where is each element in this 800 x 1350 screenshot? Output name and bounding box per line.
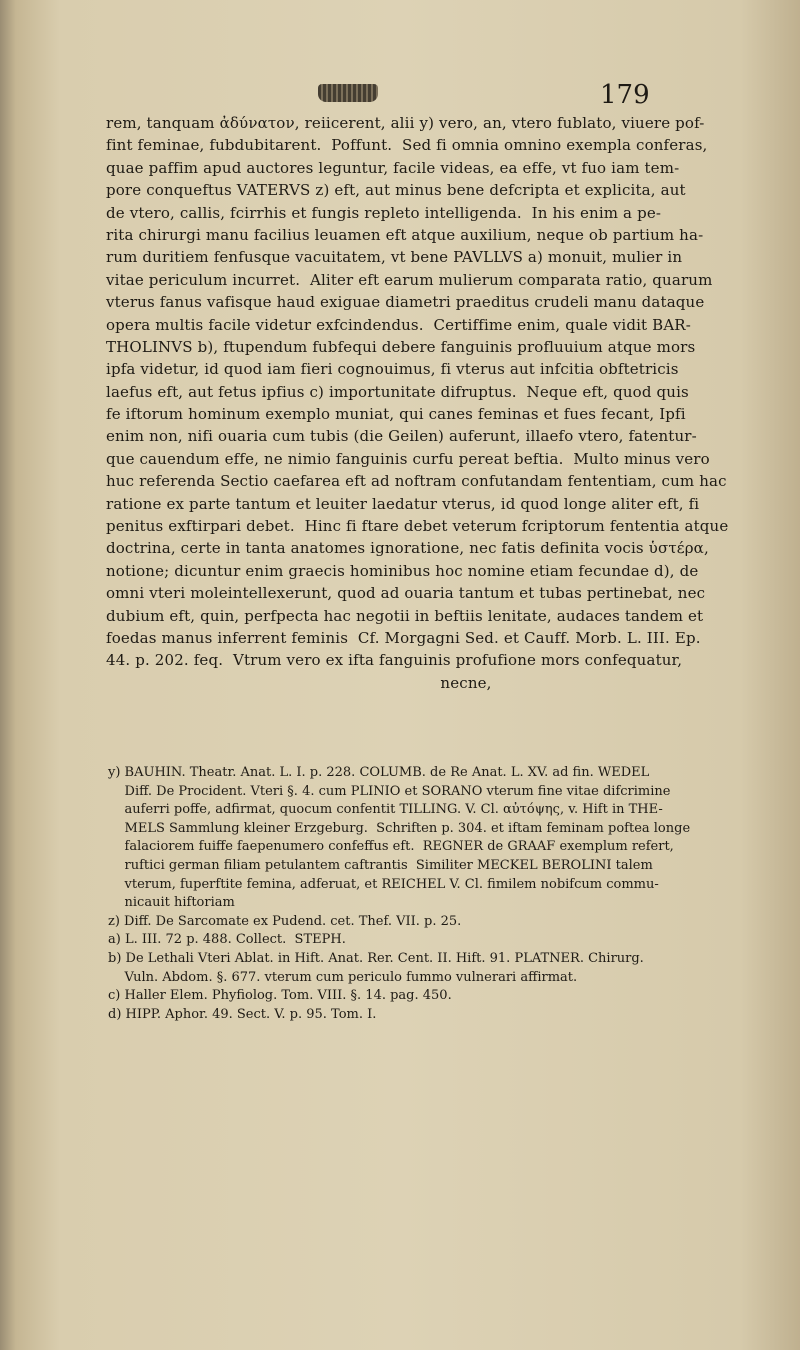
footnote-line: ruftici german filiam petulantem caftrantis Similiter MECKEL BEROLINI talem	[108, 857, 653, 873]
footnote-line: nicauit hiftoriam	[108, 895, 235, 911]
text-line: THOLINVS b), ftupendum fubfequi debere fanguinis profluuium atque mors	[106, 337, 696, 356]
text-line: rita chirurgi manu facilius leuamen eft atque auxilium, neque ob partium ha-	[106, 225, 704, 244]
footnote-line: d) HIPP. Aphor. 49. Sect. V. p. 95. Tom. I.	[108, 1006, 377, 1022]
text-line: vitae periculum incurret. Aliter eft earum mulierum comparata ratio, quarum	[106, 270, 713, 289]
footnote-line: a) L. III. 72 p. 488. Collect. STEPH.	[108, 932, 346, 948]
text-line: necne,	[106, 673, 492, 692]
footnotes	[108, 764, 708, 1024]
footnote-line: falaciorem fuiffe faepenumero confeffus eft. REGNER de GRAAF exemplum refert,	[108, 839, 674, 855]
text-line: quae paffim apud auctores leguntur, facile videas, ea effe, vt fuo iam tem-	[106, 158, 680, 177]
footnote-line: b) De Lethali Vteri Ablat. in Hift. Anat. Rer. Cent. II. Hift. 91. PLATNER. Chirurg.	[108, 950, 644, 966]
footnote-line: y) BAUHIN. Theatr. Anat. L. I. p. 228. COLUMB. de Re Anat. L. XV. ad fin. WEDEL	[108, 765, 650, 780]
text-line: 44. p. 202. feq. Vtrum vero ex ifta fanguinis profufione mors confequatur,	[106, 651, 683, 670]
text-line: laefus eft, aut fetus ipfius c) importunitate difruptus. Neque eft, quod quis	[106, 382, 689, 401]
text-line: dubium eft, quin, perfpecta hac negotii in beftiis lenitate, audaces tandem et	[106, 606, 704, 625]
text-line: de vtero, callis, fcirrhis et fungis repleto intelligenda. In his enim a pe-	[106, 203, 662, 222]
main-text	[106, 112, 729, 694]
footnote-line: c) Haller Elem. Phyfiolog. Tom. VIII. §. 14. pag. 450.	[108, 988, 452, 1004]
footnote-line: vterum, fuperftite femina, adferuat, et REICHEL V. Cl. fimilem nobifcum commu-	[108, 876, 659, 892]
footnote-line: Vuln. Abdom. §. 677. vterum cum periculo fummo vulnerari affirmat.	[108, 969, 578, 985]
text-line: enim non, nifi ouaria cum tubis (die Geilen) auferunt, illaefo vtero, fatentur-	[106, 427, 697, 446]
footnote-line: Diff. De Procident. Vteri §. 4. cum PLINIO et SORANO vterum fine vitae difcrimine	[108, 783, 671, 799]
text-line: doctrina, certe in tanta anatomes ignoratione, nec fatis definita vocis ὑστέρα,	[106, 539, 709, 558]
text-line: rum duritiem fenfusque vacuitatem, vt bene PAVLLVS a) monuit, mulier in	[106, 248, 683, 267]
text-line: pore conqueftus VATERVS z) eft, aut minus bene defcripta et explicita, aut	[106, 181, 686, 200]
text-line: ipfa videtur, id quod iam fieri cognouimus, fi vterus aut infcitia obftetricis	[106, 360, 679, 379]
footnote-line: auferri poffe, adfirmat, quocum confentit TILLING. V. Cl. αὐτόψης, v. Hift in THE-	[108, 802, 663, 818]
text-line: vterus fanus vafisque haud exiguae diametri praeditus crudeli manu dataque	[106, 293, 705, 312]
text-line: penitus exftirpari debet. Hinc fi ftare debet veterum fcriptorum fententia atque	[106, 517, 729, 536]
text-line: fe iftorum hominum exemplo muniat, qui canes feminas et fues fecant, Ipfi	[106, 405, 686, 424]
text-line: foedas manus inferrent feminis Cf. Morgagni Sed. et Cauff. Morb. L. III. Ep.	[106, 628, 701, 647]
footnote-line: z) Diff. De Sarcomate ex Pudend. cet. Thef. VII. p. 25.	[108, 913, 462, 929]
text-line: que cauendum effe, ne nimio fanguinis curfu pereat beftia. Multo minus vero	[106, 449, 710, 468]
page-header	[0, 80, 800, 110]
text-line: notione; dicuntur enim graecis hominibus hoc nomine etiam fecundae d), de	[106, 561, 699, 580]
text-line: fint feminae, fubdubitarent. Poffunt. Sed fi omnia omnino exempla conferas,	[106, 136, 708, 155]
text-line: rem, tanquam ἀδύνατον, reiicerent, alii y) vero, an, vtero fublato, viuere pof-	[106, 114, 705, 132]
text-line: opera multis facile videtur exfcindendus. Certiffime enim, quale vidit BAR-	[106, 315, 691, 334]
page-number: 179	[600, 80, 650, 110]
text-line: omni vteri moleintellexerunt, quod ad ouaria tantum et tubas pertinebat, nec	[106, 584, 706, 603]
printer-ornament-icon	[318, 84, 378, 102]
text-line: ratione ex parte tantum et leuiter laedatur vterus, id quod longe aliter eft, fi	[106, 494, 700, 513]
text-line: huc referenda Sectio caefarea eft ad noftram confutandam fententiam, cum hac	[106, 472, 727, 491]
footnote-line: MELS Sammlung kleiner Erzgeburg. Schriften p. 304. et iftam feminam poftea longe	[108, 820, 691, 836]
